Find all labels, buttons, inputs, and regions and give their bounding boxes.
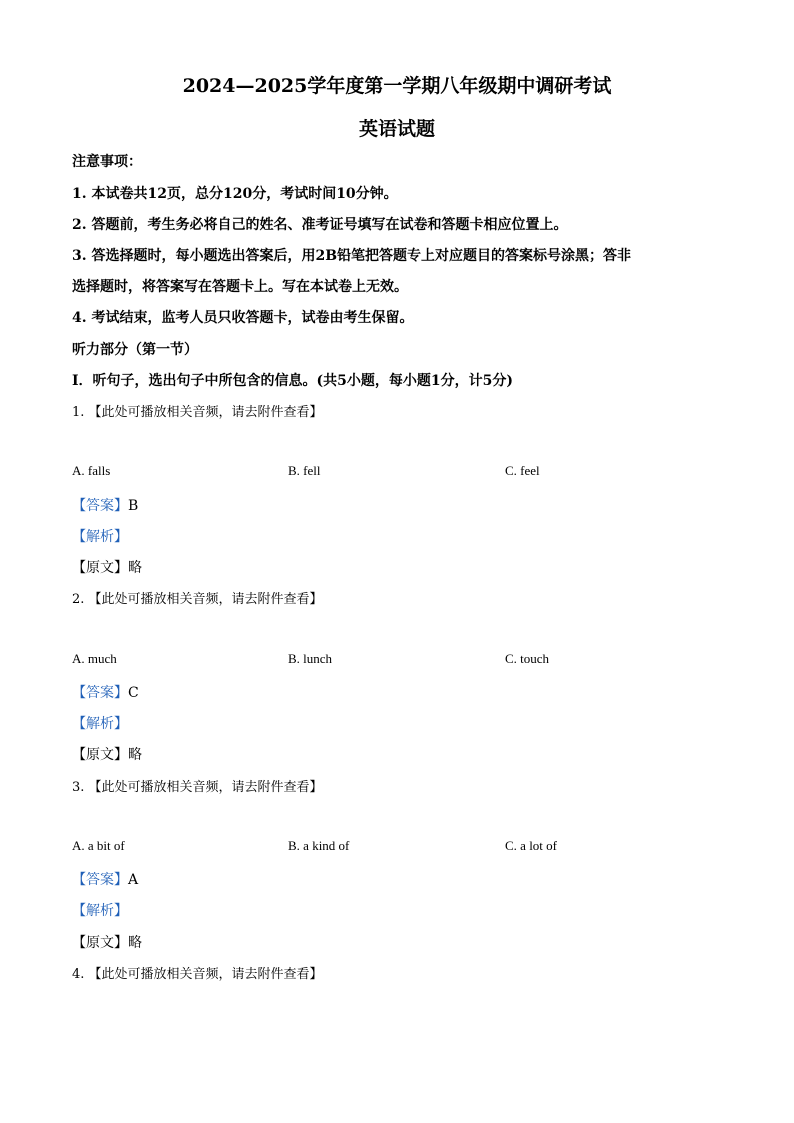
option-c: C. touch: [505, 651, 550, 666]
option-a: A. falls: [72, 463, 111, 478]
analysis-label: 【解析】: [72, 529, 128, 545]
option-c: C. feel: [505, 463, 540, 478]
option-a: A. a bit of: [72, 838, 125, 853]
original-label: 【原文】: [72, 560, 128, 576]
notes-heading: 注意事项：: [72, 154, 142, 170]
answer-label: 【答案】: [72, 498, 128, 514]
question-prompt[interactable]: 3. 【此处可播放相关音频，请去附件查看】: [72, 780, 323, 795]
option-b: B. a kind of: [288, 838, 350, 853]
answer-value: A: [128, 872, 139, 888]
answer-label: 【答案】: [72, 685, 128, 701]
answer-row: [72, 869, 138, 889]
analysis-label: 【解析】: [72, 716, 128, 732]
question-prompt[interactable]: 4. 【此处可播放相关音频，请去附件查看】: [72, 967, 323, 982]
original-value: 略: [128, 560, 142, 576]
section-heading: 听力部分（第一节）: [72, 342, 198, 358]
part-instruction: Ⅰ．听句子，选出句子中所包含的信息。(共5小题，每小题1分，计5分): [72, 373, 514, 389]
note-item: 3. 答选择题时，每小题选出答案后，用2B铅笔把答题专上对应题目的答案标号涂黑；答非: [72, 248, 632, 264]
answer-value: B: [128, 498, 139, 514]
original-row: [72, 932, 142, 952]
analysis-label: 【解析】: [72, 903, 128, 919]
original-label: 【原文】: [72, 747, 128, 763]
note-item: 选择题时，将答案写在答题卡上。写在本试卷上无效。: [72, 279, 408, 295]
option-b: B. lunch: [288, 651, 333, 666]
option-c: C. a lot of: [505, 838, 557, 853]
answer-label: 【答案】: [72, 872, 128, 888]
original-row: [72, 744, 142, 764]
note-item: 1. 本试卷共12页，总分120分，考试时间10分钟。: [72, 186, 398, 202]
answer-row: [72, 495, 138, 515]
original-value: 略: [128, 747, 142, 763]
original-row: [72, 557, 142, 577]
option-a: A. much: [72, 651, 117, 666]
question-prompt[interactable]: 1. 【此处可播放相关音频，请去附件查看】: [72, 405, 323, 420]
original-label: 【原文】: [72, 935, 128, 951]
question-prompt[interactable]: 2. 【此处可播放相关音频，请去附件查看】: [72, 592, 323, 607]
answer-value: C: [128, 685, 139, 701]
note-item: 4. 考试结束，监考人员只收答题卡，试卷由考生保留。: [72, 310, 414, 326]
note-item: 2. 答题前，考生务必将自己的姓名、准考证号填写在试卷和答题卡相应位置上。: [72, 217, 568, 233]
option-b: B. fell: [288, 463, 321, 478]
exam-subtitle: 英语试题: [358, 118, 435, 140]
answer-row: [72, 682, 139, 702]
original-value: 略: [128, 935, 142, 951]
exam-title: 2024—2025学年度第一学期八年级期中调研考试: [182, 75, 612, 97]
